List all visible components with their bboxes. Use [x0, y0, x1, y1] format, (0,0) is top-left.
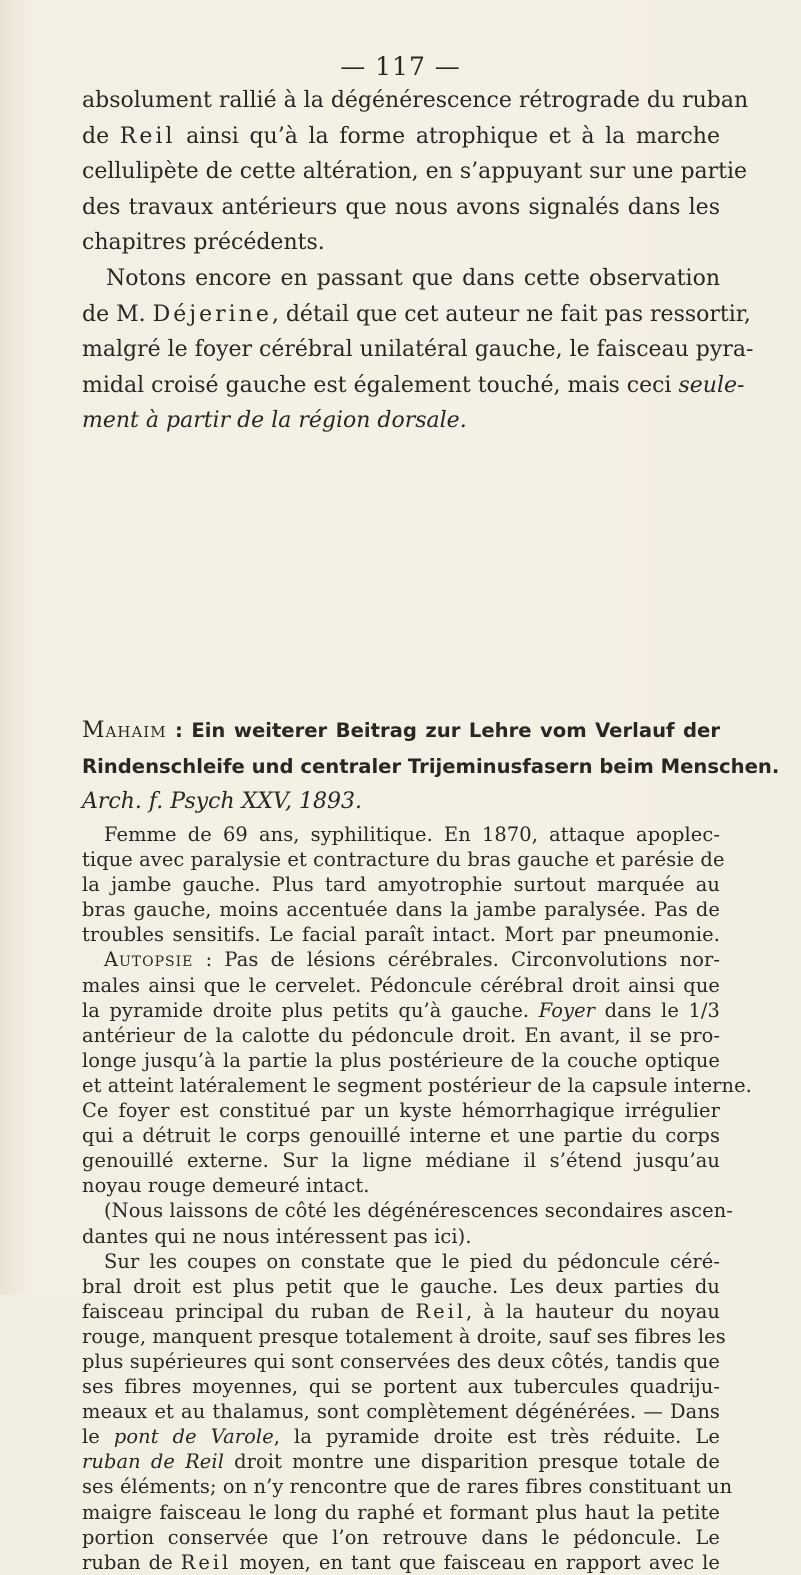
reference-source: Arch. f. Psych XXV, 1893. [82, 789, 362, 815]
text-line: Femme de 69 ans, syphilitique. En 1870, attaque apoplec- [104, 823, 720, 846]
text-line: meaux et au thalamus, sont complètement dégénérées. — Dans [82, 1400, 720, 1424]
text-line: males ainsi que le cervelet. Pédoncule cérébral droit ainsi que [82, 973, 720, 997]
text-line: la pyramide droite plus petits qu’à gauche. Foyer dans le 1/3 [82, 998, 720, 1022]
text-line: tique avec paralysie et contracture du bras gauche et parésie de [82, 848, 725, 872]
text-line: de Reil ainsi qu’à la forme atrophique et à la marche [82, 123, 720, 149]
case-report [82, 822, 752, 1575]
text-line: noyau rouge demeuré intact. [82, 1174, 370, 1198]
text-line: dantes qui ne nous intéressent pas ici). [82, 1224, 472, 1248]
text-line: de M. Déjerine, détail que cet auteur ne fait pas ressortir, [82, 301, 751, 327]
author-name: Déjerine [152, 301, 272, 327]
autopsy-label: Autopsie [104, 948, 194, 972]
reference-title-line: Mahaim : Ein weiterer Beitrag zur Lehre vom Verlauf der [82, 718, 720, 743]
text-line: des travaux antérieurs que nous avons signalés dans les [82, 194, 720, 220]
text-line: ses éléments; on n’y rencontre que de rares fibres constituant un [82, 1475, 733, 1499]
text-line: bras gauche, moins accentuée dans la jambe paralysée. Pas de [82, 898, 720, 922]
text-line: ses fibres moyennes, qui se portent aux tubercules quadriju- [82, 1375, 720, 1399]
text-line: cellulipète de cette altération, en s’appuyant sur une partie [82, 159, 748, 185]
text-line: midal croisé gauche est également touché, mais ceci seule- [82, 372, 745, 398]
text-line: ment à partir de la région dorsale. [82, 408, 467, 434]
text-line: ruban de Reil moyen, en tant que faisceau en rapport avec le [82, 1550, 720, 1574]
text-line: faisceau principal du ruban de Reil, à la hauteur du noyau [82, 1299, 720, 1323]
text-line: absolument rallié à la dégénérescence rétrograde du ruban [82, 88, 749, 113]
text-line: Notons encore en passant que dans cette observation [106, 265, 720, 291]
text-line: (Nous laissons de côté les dégénérescences secondaires ascen- [104, 1199, 733, 1223]
text-line: le pont de Varole, la pyramide droite est très réduite. Le [82, 1425, 721, 1449]
text-line: maigre faisceau le long du raphé et formant plus haut la petite [82, 1500, 720, 1524]
reference-author: Mahaim [82, 718, 167, 743]
author-name: Reil [415, 1299, 467, 1323]
text-line: Autopsie : Pas de lésions cérébrales. Circonvolutions nor- [104, 948, 720, 972]
author-name: Reil [119, 123, 176, 149]
text-line: qui a détruit le corps genouillé interne et une partie du corps [82, 1124, 720, 1148]
text-line: Ce foyer est constitué par un kyste hémorrhagique irrégulier [82, 1099, 720, 1123]
text-line: longe jusqu’à la partie la plus postérieure de la couche optique [82, 1048, 720, 1072]
bibliographic-reference [82, 713, 780, 820]
text-line: rouge, manquent presque totalement à droite, sauf ses fibres les [82, 1324, 726, 1348]
page-number: — 117 — [340, 52, 461, 81]
reference-title-line: Rindenschleife und centraler Trijeminusfasern beim Menschen. [82, 754, 780, 778]
text-line: antérieur de la calotte du pédoncule droit. En avant, il se pro- [82, 1023, 720, 1047]
text-line: bral droit est plus petit que le gauche. Les deux parties du [82, 1274, 720, 1298]
text-line: genouillé externe. Sur la ligne médiane il s’étend jusqu’au [82, 1149, 720, 1173]
text-line: portion conservée que l’on retrouve dans le pédoncule. Le [82, 1525, 720, 1549]
text-line: ruban de Reil droit montre une disparition presque totale de [82, 1450, 720, 1474]
text-line: troubles sensitifs. Le facial paraît intact. Mort par pneumonie. [82, 923, 720, 947]
opening-paragraphs [82, 83, 754, 439]
text-line: plus supérieures qui sont conservées des deux côtés, tandis que [82, 1349, 720, 1373]
text-line: malgré le foyer cérébral unilatéral gauche, le faisceau pyra- [82, 337, 754, 363]
author-name: Reil [180, 1550, 232, 1574]
text-line: Sur les coupes on constate que le pied du pédoncule céré- [104, 1249, 720, 1273]
text-line: chapitres précédents. [82, 230, 325, 256]
text-line: la jambe gauche. Plus tard amyotrophie surtout marquée au [82, 873, 720, 897]
text-line: et atteint latéralement le segment postérieur de la capsule interne. [82, 1073, 752, 1097]
